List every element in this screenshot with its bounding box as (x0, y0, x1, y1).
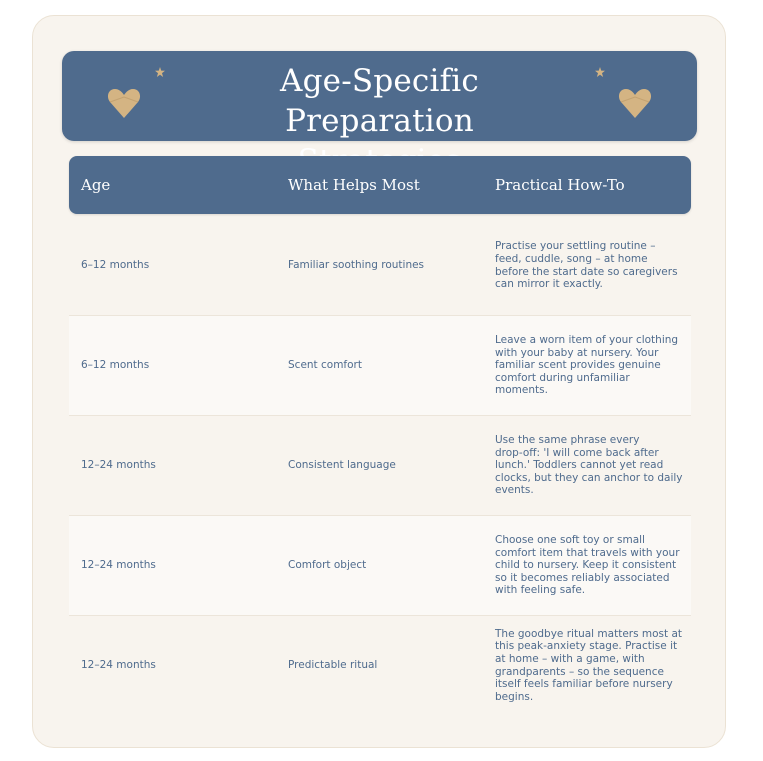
howto-cell: Choose one soft toy or small comfort item that travels with your child to nursery. Keep it consistent so it becomes reliably associated with feeling safe. (495, 534, 680, 597)
howto-cell: Leave a worn item of your clothing with your baby at nursery. Your familiar scent provides genuine comfort during unfamiliar moments. (495, 334, 679, 397)
star-icon (155, 67, 165, 77)
column-header-what-helps-most: What Helps Most (288, 176, 420, 194)
table-row (69, 516, 691, 616)
howto-cell: Use the same phrase every drop-off: 'I will come back after lunch.' Toddlers cannot yet read clocks, but they can anchor to daily events. (495, 434, 683, 497)
howto-cell: The goodbye ritual matters most at this peak-anxiety stage. Practise it at home – with a game, with grandparents – so the sequence itself feels familiar before nursery begins. (495, 627, 683, 703)
page-title: Age-Specific Preparation (280, 63, 479, 139)
table-body (69, 216, 691, 715)
helps-cell: Consistent language (288, 459, 396, 471)
heart-icon (617, 85, 653, 121)
age-cell: 6–12 months (81, 259, 150, 271)
age-cell: 12–24 months (81, 459, 156, 471)
table-row (69, 216, 691, 316)
table-row (69, 316, 691, 416)
age-cell: 12–24 months (81, 559, 156, 571)
title-banner (62, 51, 697, 141)
howto-cell: Practise your settling routine – feed, cuddle, song – at home before the start date so caregivers can mirror it exactly. (495, 240, 678, 291)
table-row (69, 416, 691, 516)
helps-cell: Familiar soothing routines (288, 259, 425, 271)
helps-cell: Predictable ritual (288, 659, 378, 671)
helps-cell: Comfort object (288, 559, 367, 571)
age-cell: 6–12 months (81, 359, 150, 371)
age-cell: 12–24 months (81, 659, 156, 671)
helps-cell: Scent comfort (288, 359, 362, 371)
star-icon (595, 67, 605, 77)
table-header (69, 156, 691, 214)
column-header-practical-how-to: Practical How-To (495, 176, 625, 194)
table-row (69, 616, 691, 715)
heart-icon (106, 85, 142, 121)
column-header-age: Age (81, 176, 111, 194)
